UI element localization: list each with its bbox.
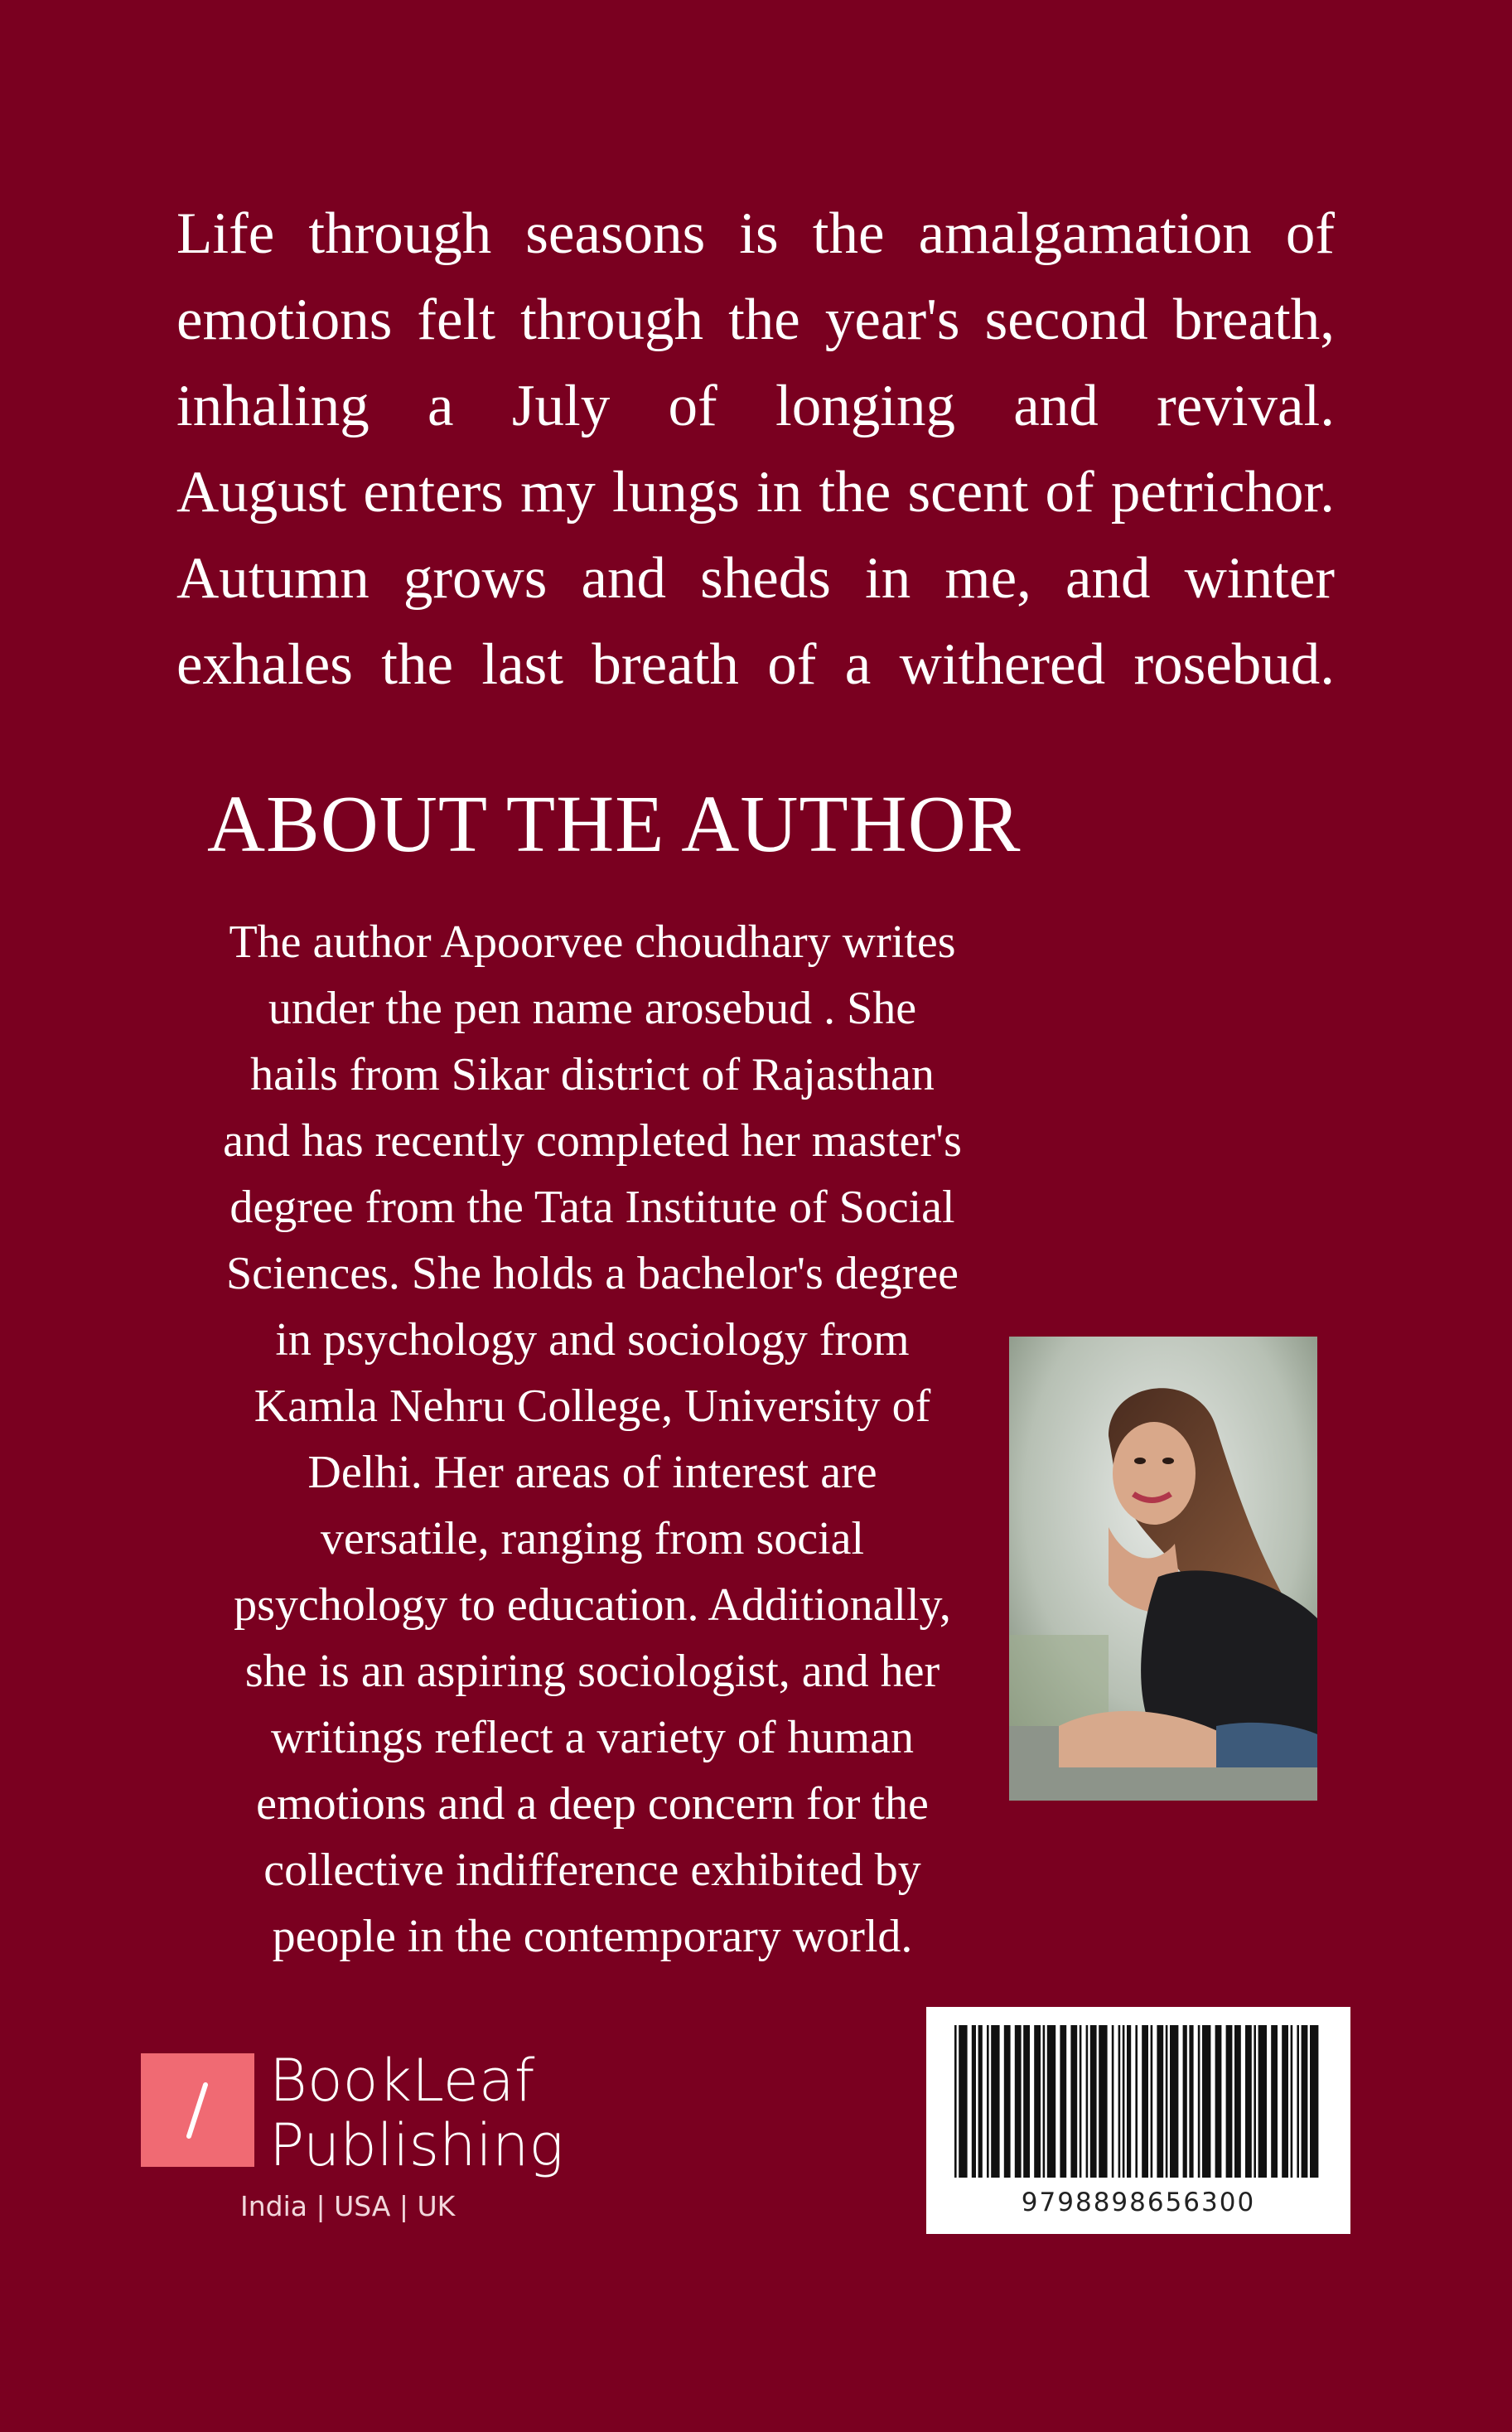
back-cover-blurb: [176, 191, 1335, 708]
bio-line: psychology to education. Additionally,: [234, 1579, 951, 1631]
isbn-number: 9798898656300: [1021, 2188, 1256, 2217]
barcode-bar: [954, 2025, 957, 2178]
blurb-line: exhales the last breath of a withered rosebud.: [176, 632, 1335, 697]
barcode-bar: [978, 2025, 983, 2178]
barcode-bar: [991, 2025, 999, 2178]
isbn-barcode: [926, 2007, 1350, 2234]
blurb-line: Autumn grows and sheds in me, and winter: [176, 546, 1335, 611]
barcode-bar: [1198, 2025, 1200, 2178]
barcode-bar: [1254, 2025, 1256, 2178]
barcode-bar: [1258, 2025, 1267, 2178]
barcode-bar: [1112, 2025, 1114, 2178]
barcode-bars: [926, 2007, 1350, 2181]
bio-line: writings reflect a variety of human: [271, 1712, 914, 1763]
barcode-bar: [1297, 2025, 1299, 2178]
barcode-bar: [1047, 2025, 1056, 2178]
barcode-bar: [1183, 2025, 1187, 2178]
barcode-bar: [1004, 2025, 1011, 2178]
barcode-bar: [1034, 2025, 1041, 2178]
barcode-bar: [1226, 2025, 1233, 2178]
barcode-bar: [1310, 2025, 1318, 2178]
bio-line: Delhi. Her areas of interest are: [307, 1447, 877, 1498]
barcode-bar: [1291, 2025, 1293, 2178]
bio-line: emotions and a deep concern for the: [256, 1778, 929, 1830]
author-photo: [1009, 1337, 1317, 1801]
publisher-name-line1: BookLeaf: [269, 2047, 535, 2115]
barcode-bar: [1127, 2025, 1131, 2178]
barcode-bar: [1070, 2025, 1077, 2178]
barcode-bar: [1302, 2025, 1308, 2178]
author-bio: [166, 909, 1019, 1970]
bio-line: under the pen name arosebud . She: [268, 983, 917, 1034]
barcode-bar: [1245, 2025, 1252, 2178]
barcode-bar: [959, 2025, 967, 2178]
bio-line: collective indifference exhibited by: [263, 1845, 921, 1896]
publisher-name-line2: Publishing: [269, 2111, 564, 2179]
bio-line: Sciences. She holds a bachelor's degree: [226, 1248, 959, 1299]
blurb-line: inhaling a July of longing and revival.: [176, 374, 1335, 438]
about-author-heading: ABOUT THE AUTHOR: [207, 780, 1022, 868]
bio-line: hails from Sikar district of Rajasthan: [250, 1049, 935, 1100]
barcode-bar: [987, 2025, 989, 2178]
barcode-bar: [1023, 2025, 1030, 2178]
barcode-bar: [1234, 2025, 1241, 2178]
bio-line: Kamla Nehru College, University of: [254, 1380, 931, 1432]
barcode-bar: [1135, 2025, 1138, 2178]
slash-icon: [141, 2053, 254, 2167]
barcode-bar: [1060, 2025, 1066, 2178]
barcode-bar: [1099, 2025, 1107, 2178]
barcode-bar: [1015, 2025, 1022, 2178]
barcode-bar: [1151, 2025, 1153, 2178]
barcode-bar: [972, 2025, 976, 2178]
barcode-bar: [1166, 2025, 1168, 2178]
barcode-bar: [1271, 2025, 1278, 2178]
bio-line: in psychology and sociology from: [275, 1314, 910, 1366]
blurb-line: August enters my lungs in the scent of petrichor.: [176, 460, 1335, 525]
blurb-line: emotions felt through the year's second breath,: [176, 288, 1335, 352]
barcode-bar: [1080, 2025, 1082, 2178]
barcode-bar: [1157, 2025, 1163, 2178]
bio-line: she is an aspiring sociologist, and her: [244, 1646, 940, 1697]
barcode-bar: [1170, 2025, 1178, 2178]
barcode-bar: [1086, 2025, 1089, 2178]
bio-line: degree from the Tata Institute of Social: [229, 1182, 955, 1233]
bio-line: people in the contemporary world.: [272, 1911, 913, 1962]
barcode-bar: [1043, 2025, 1046, 2178]
barcode-bar: [1189, 2025, 1193, 2178]
bio-line: The author Apoorvee choudhary writes: [229, 916, 956, 968]
barcode-bar: [1215, 2025, 1222, 2178]
barcode-bar: [1142, 2025, 1148, 2178]
barcode-bar: [1123, 2025, 1125, 2178]
bio-line: and has recently completed her master's: [223, 1115, 962, 1167]
barcode-bar: [1282, 2025, 1288, 2178]
publisher-regions: India | USA | UK: [240, 2190, 456, 2222]
barcode-bar: [1118, 2025, 1121, 2178]
blurb-line: Life through seasons is the amalgamation of: [176, 201, 1335, 266]
barcode-bar: [1090, 2025, 1097, 2178]
bio-line: versatile, ranging from social: [320, 1513, 865, 1564]
publisher-name: [269, 2048, 563, 2178]
barcode-bar: [1202, 2025, 1210, 2178]
